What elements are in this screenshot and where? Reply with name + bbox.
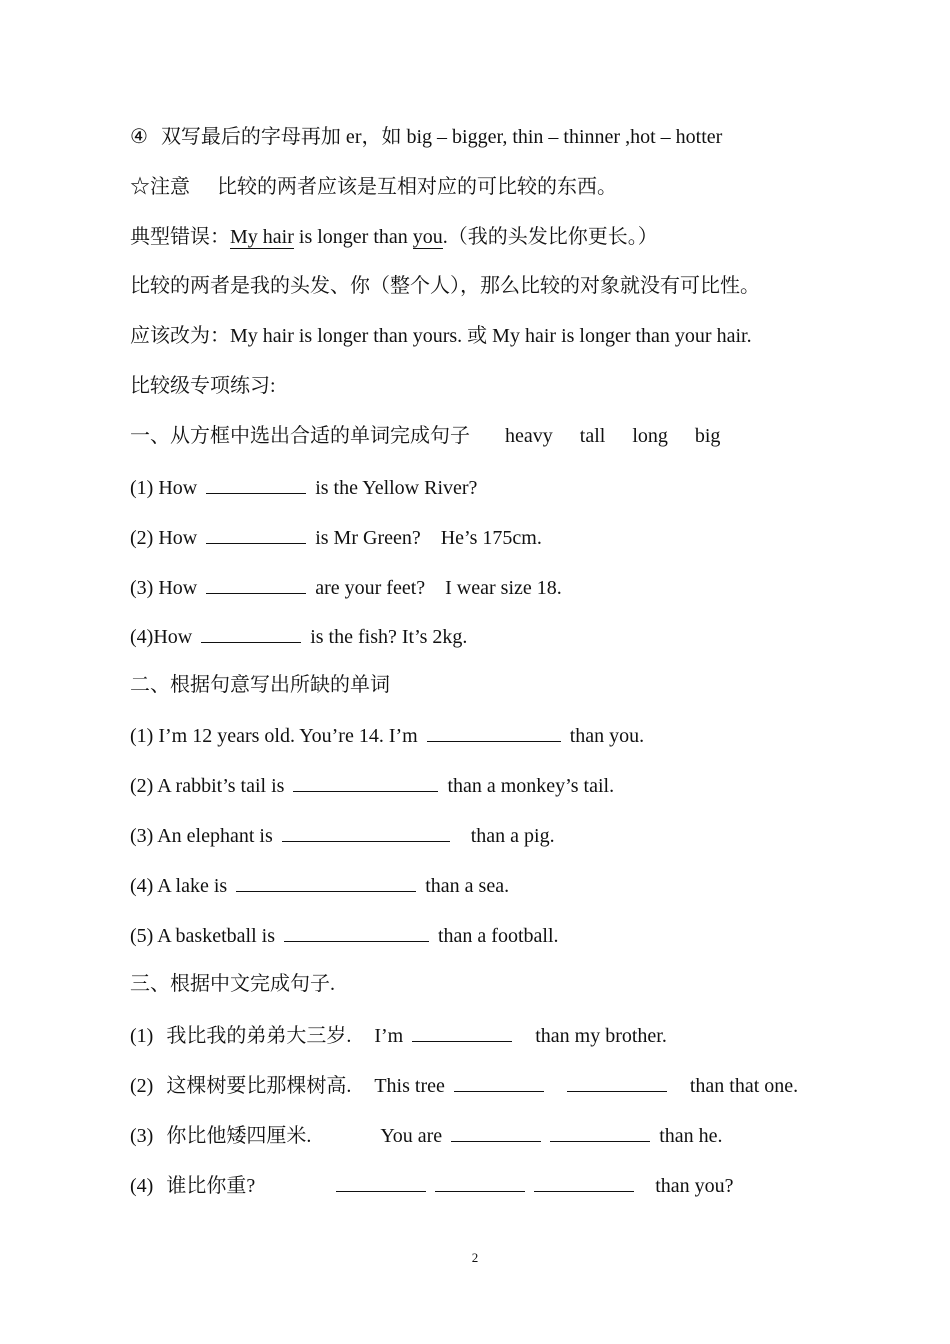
item-number: (3) xyxy=(130,1125,154,1147)
note-line xyxy=(130,174,617,200)
correction-line: 应该改为：My hair is longer than yours. 或 My hair is longer than your hair. xyxy=(130,325,752,347)
item-english: I’m xyxy=(374,1025,404,1047)
item-suffix: than he. xyxy=(659,1125,723,1147)
exercise-item xyxy=(130,473,477,501)
error-label: 典型错误： xyxy=(130,226,230,248)
explanation-line: 比较的两者是我的头发、你（整个人），那么比较的对象就没有可比性。 xyxy=(130,275,760,297)
item-suffix: is the Yellow River? xyxy=(315,477,478,499)
word-box-word: heavy xyxy=(505,425,553,447)
error-object: you xyxy=(412,226,443,248)
item-prefix: (3) How xyxy=(130,577,198,599)
section-2-title: 二、根据句意写出所缺的单词 xyxy=(130,674,390,696)
section-1-title-line xyxy=(130,423,720,449)
rule-4-number: ④ xyxy=(130,126,148,148)
item-suffix: than you? xyxy=(655,1175,734,1197)
item-number: (4) xyxy=(130,1175,154,1197)
note-label: 注意 xyxy=(150,176,190,198)
item-prefix: (1) I’m 12 years old. You’re 14. I’m xyxy=(130,725,418,747)
error-subject: My hair xyxy=(230,226,294,248)
item-prefix: (2) How xyxy=(130,527,198,549)
item-suffix: than my brother. xyxy=(535,1025,667,1047)
item-number: (2) xyxy=(130,1075,154,1097)
exercise-item xyxy=(130,1171,734,1199)
error-middle: is longer than xyxy=(293,226,413,248)
exercise-item xyxy=(130,523,542,551)
rule-4-line xyxy=(130,124,722,150)
word-box-word: tall xyxy=(579,425,606,447)
star-icon: ☆ xyxy=(130,176,150,198)
note-text: 比较的两者应该是互相对应的可比较的东西。 xyxy=(217,176,617,198)
answer-blank[interactable] xyxy=(427,721,561,742)
practice-title: 比较级专项练习: xyxy=(130,375,276,397)
answer-blank[interactable] xyxy=(201,622,301,643)
item-suffix: than a pig. xyxy=(470,825,555,847)
error-end: .（我的头发比你更长。） xyxy=(442,226,658,248)
item-suffix: than a monkey’s tail. xyxy=(447,775,615,797)
exercise-item xyxy=(130,821,555,849)
word-box-word: long xyxy=(632,425,668,447)
answer-blank[interactable] xyxy=(236,871,416,892)
answer-blank[interactable] xyxy=(451,1121,541,1142)
item-prefix: (4) A lake is xyxy=(130,875,228,897)
item-suffix: than a football. xyxy=(437,925,559,947)
section-3-title: 三、根据中文完成句子. xyxy=(130,973,335,995)
answer-blank[interactable] xyxy=(206,573,306,594)
exercise-item xyxy=(130,573,562,601)
answer-blank[interactable] xyxy=(336,1171,426,1192)
item-chinese: 谁比你重? xyxy=(166,1175,256,1197)
item-suffix: is Mr Green? He’s 175cm. xyxy=(315,527,542,549)
section-1-title: 一、从方框中选出合适的单词完成句子 xyxy=(130,425,470,447)
typical-error-line xyxy=(130,224,658,250)
word-box-word: big xyxy=(694,425,721,447)
answer-blank[interactable] xyxy=(435,1171,525,1192)
exercise-item xyxy=(130,771,614,799)
answer-blank[interactable] xyxy=(293,771,438,792)
answer-blank[interactable] xyxy=(206,473,306,494)
page-number: 2 xyxy=(471,1250,479,1265)
exercise-item xyxy=(130,622,467,650)
answer-blank[interactable] xyxy=(567,1071,667,1092)
exercise-item xyxy=(130,871,509,899)
item-suffix: are your feet? I wear size 18. xyxy=(315,577,562,599)
answer-blank[interactable] xyxy=(206,523,306,544)
item-suffix: is the fish? It’s 2kg. xyxy=(310,626,468,648)
item-english: This tree xyxy=(374,1075,445,1097)
item-prefix: (4)How xyxy=(130,626,193,648)
item-suffix: than you. xyxy=(569,725,645,747)
answer-blank[interactable] xyxy=(412,1021,512,1042)
answer-blank[interactable] xyxy=(454,1071,544,1092)
exercise-item xyxy=(130,1021,667,1049)
rule-4-text: 双写最后的字母再加 er，如 big – bigger, thin – thinner ,hot – hotter xyxy=(160,126,723,148)
item-chinese: 这棵树要比那棵树高. xyxy=(166,1075,352,1097)
item-prefix: (2) A rabbit’s tail is xyxy=(130,775,285,797)
exercise-item xyxy=(130,1071,798,1099)
exercise-item xyxy=(130,721,644,749)
exercise-item xyxy=(130,921,559,949)
answer-blank[interactable] xyxy=(550,1121,650,1142)
item-prefix: (1) How xyxy=(130,477,198,499)
answer-blank[interactable] xyxy=(282,821,450,842)
item-prefix: (5) A basketball is xyxy=(130,925,275,947)
item-prefix: (3) An elephant is xyxy=(130,825,273,847)
item-chinese: 你比他矮四厘米. xyxy=(166,1125,312,1147)
item-suffix: than a sea. xyxy=(425,875,510,897)
item-chinese: 我比我的弟弟大三岁. xyxy=(166,1025,352,1047)
item-suffix: than that one. xyxy=(689,1075,799,1097)
exercise-item xyxy=(130,1121,723,1149)
answer-blank[interactable] xyxy=(284,921,429,942)
item-number: (1) xyxy=(130,1025,154,1047)
item-english: You are xyxy=(380,1125,443,1147)
answer-blank[interactable] xyxy=(534,1171,634,1192)
